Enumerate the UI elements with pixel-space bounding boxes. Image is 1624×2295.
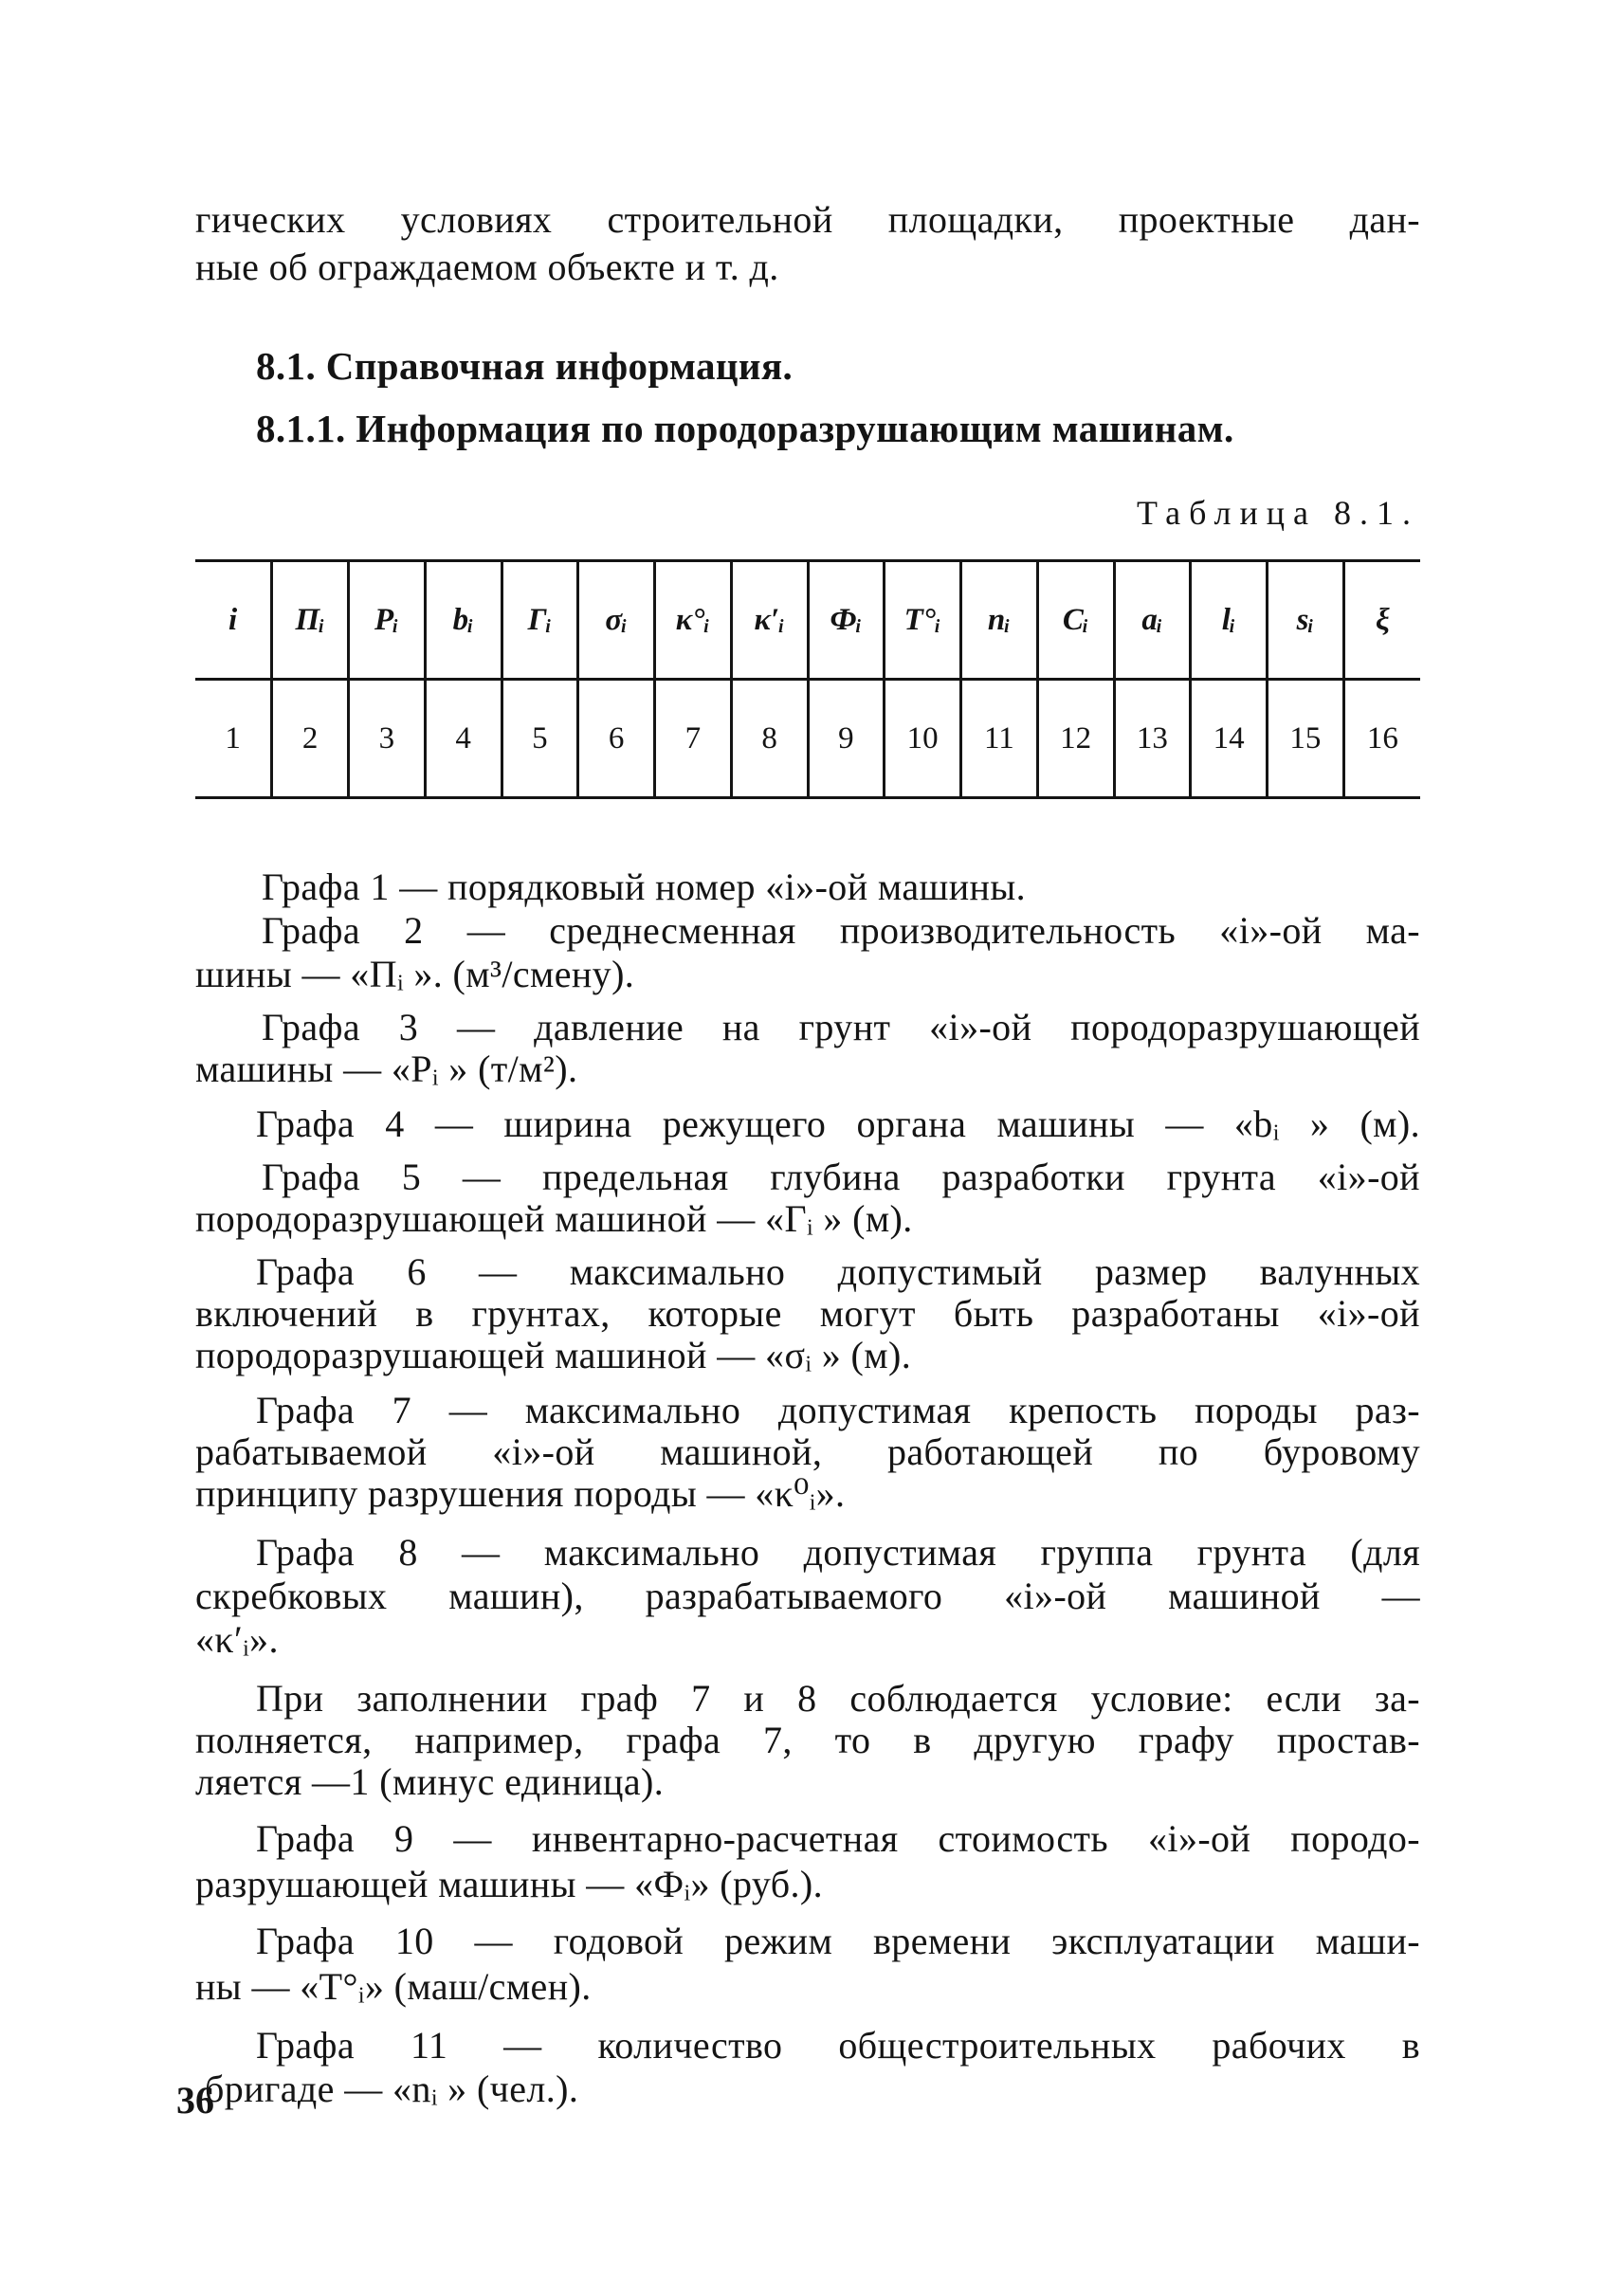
machine-info-table xyxy=(195,559,1420,799)
table-caption: Таблица 8.1. xyxy=(1137,494,1419,532)
subsection-heading: 8.1.1. Информация по породоразрушающим машинам. xyxy=(256,407,1234,450)
table-number-cell: 3 xyxy=(349,680,426,798)
body-line: разрушающей машины — «Фᵢ» (руб.). xyxy=(195,1863,823,1905)
table-number-cell: 12 xyxy=(1037,680,1114,798)
table-number-row xyxy=(195,680,1420,798)
table-number-cell: 15 xyxy=(1268,680,1344,798)
table-number-cell: 8 xyxy=(731,680,808,798)
body-line: принципу разрушения породы — «κ⁰ᵢ». xyxy=(195,1472,846,1515)
body-line: Графа 3 — давление на грунт «i»-ой породоразрушающей xyxy=(262,1006,1420,1048)
table-header-cell: i xyxy=(195,561,272,680)
table-header-cell: Пᵢ xyxy=(272,561,349,680)
table-header-cell: nᵢ xyxy=(961,561,1038,680)
table-number-cell: 13 xyxy=(1114,680,1191,798)
body-line: шины — «Пᵢ ». (м³/смену). xyxy=(195,953,635,995)
table-header-cell: κ′ᵢ xyxy=(731,561,808,680)
table-header-cell: κ°ᵢ xyxy=(655,561,732,680)
body-line: Графа 4 — ширина режущего органа машины — «bᵢ » (м). xyxy=(256,1102,1420,1145)
body-line: Графа 2 — среднесменная производительность «i»-ой ма- xyxy=(262,909,1420,952)
table-header-cell: bᵢ xyxy=(425,561,502,680)
table-number-cell: 6 xyxy=(578,680,655,798)
body-line: При заполнении граф 7 и 8 соблюдается условие: если за- xyxy=(256,1677,1420,1720)
table-number-cell: 16 xyxy=(1343,680,1420,798)
table-header-cell: ξ xyxy=(1343,561,1420,680)
table-header-cell: Фᵢ xyxy=(808,561,885,680)
body-line: бригаде — «nᵢ » (чел.). xyxy=(205,2067,579,2110)
table-number-cell: 1 xyxy=(195,680,272,798)
table-header-cell: lᵢ xyxy=(1191,561,1268,680)
body-line: Графа 1 — порядковый номер «i»-ой машины. xyxy=(262,865,1026,908)
table-number-cell: 2 xyxy=(272,680,349,798)
table-number-cell: 10 xyxy=(885,680,961,798)
body-line: Графа 6 — максимально допустимый размер валунных xyxy=(256,1250,1420,1293)
body-line: Графа 9 — инвентарно-расчетная стоимость «i»-ой породо- xyxy=(256,1817,1420,1860)
body-line: «κ′ᵢ». xyxy=(195,1618,279,1661)
table-number-cell: 14 xyxy=(1191,680,1268,798)
body-line: Графа 10 — годовой режим времени эксплуатации маши- xyxy=(256,1920,1420,1962)
table-header-cell: sᵢ xyxy=(1268,561,1344,680)
body-line: Графа 7 — максимально допустимая крепость породы раз- xyxy=(256,1389,1420,1431)
table-number-cell: 11 xyxy=(961,680,1038,798)
table-number-cell: 7 xyxy=(655,680,732,798)
table-number-cell: 9 xyxy=(808,680,885,798)
body-line: полняется, например, графа 7, то в другую графу простав- xyxy=(195,1719,1420,1761)
body-line: породоразрушающей машиной — «Гᵢ » (м). xyxy=(195,1197,913,1240)
table-header-cell: Гᵢ xyxy=(502,561,578,680)
intro-line: ные об ограждаемом объекте и т. д. xyxy=(195,246,779,288)
body-line: Графа 5 — предельная глубина разработки грунта «i»-ой xyxy=(262,1156,1420,1198)
body-line: породоразрушающей машиной — «σᵢ » (м). xyxy=(195,1334,912,1376)
section-heading: 8.1. Справочная информация. xyxy=(256,344,794,388)
table-header-row xyxy=(195,561,1420,680)
table-header-cell: σᵢ xyxy=(578,561,655,680)
body-line: Графа 8 — максимально допустимая группа грунта (для xyxy=(256,1531,1420,1574)
body-line: включений в грунтах, которые могут быть разработаны «i»-ой xyxy=(195,1292,1420,1335)
body-line: ляется —1 (минус единица). xyxy=(195,1760,665,1803)
body-line: ны — «T°ᵢ» (маш/смен). xyxy=(195,1965,592,2008)
table-number-cell: 5 xyxy=(502,680,578,798)
table-header-cell: Pᵢ xyxy=(349,561,426,680)
body-line: скребковых машин), разрабатываемого «i»-ой машиной — xyxy=(195,1575,1420,1617)
body-line: машины — «Pᵢ » (т/м²). xyxy=(195,1047,578,1090)
page-number: 36 xyxy=(176,2079,214,2122)
table-number-cell: 4 xyxy=(425,680,502,798)
table-header-cell: T°ᵢ xyxy=(885,561,961,680)
intro-line: гических условиях строительной площадки, проектные дан- xyxy=(195,198,1420,241)
table-header-cell: aᵢ xyxy=(1114,561,1191,680)
body-line: Графа 11 — количество общестроительных рабочих в xyxy=(256,2024,1420,2067)
table-header-cell: Cᵢ xyxy=(1037,561,1114,680)
body-line: рабатываемой «i»-ой машиной, работающей по буровому xyxy=(195,1430,1420,1473)
